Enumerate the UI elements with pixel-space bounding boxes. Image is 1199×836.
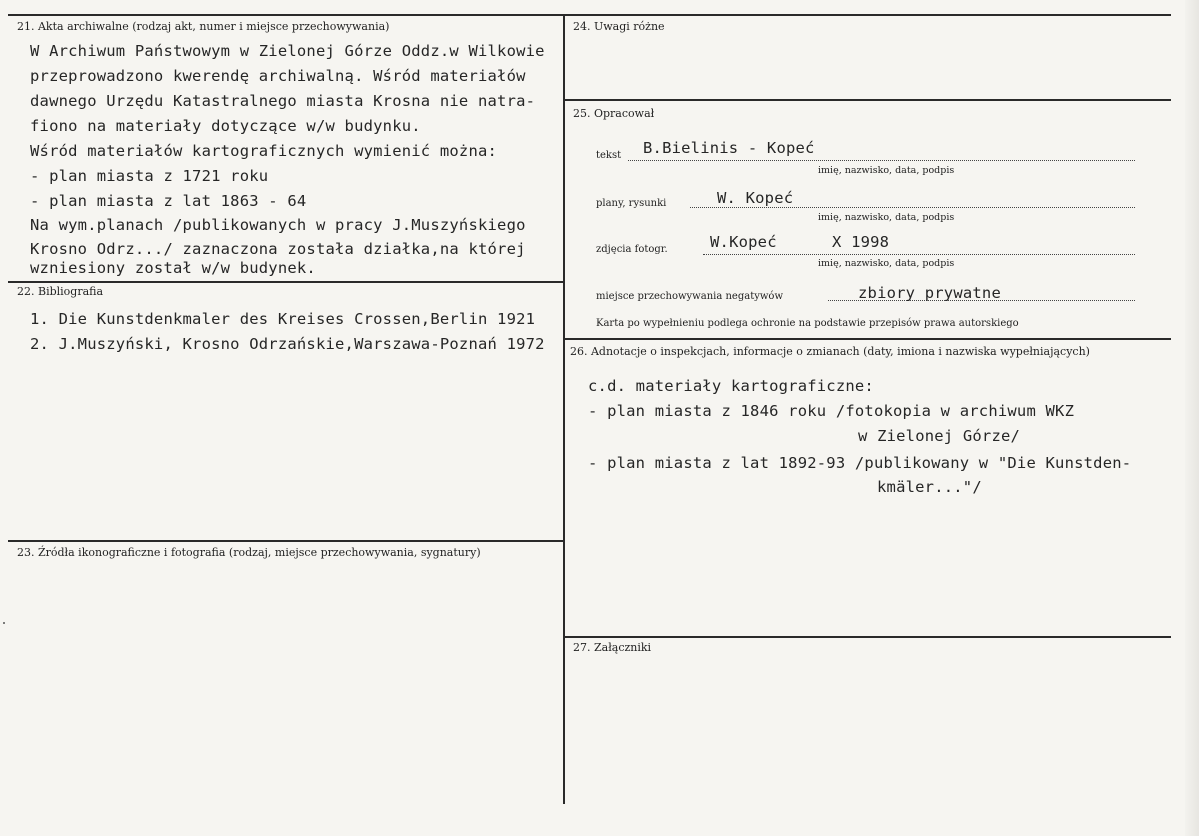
divider-26-27 xyxy=(563,636,1171,638)
section-21-line-2: przeprowadzono kwerendę archiwalną. Wśród materiałów xyxy=(30,67,526,85)
negatywy-value: zbiory prywatne xyxy=(858,284,1001,302)
divider-22-23 xyxy=(8,540,564,542)
zdjecia-caption: imię, nazwisko, data, podpis xyxy=(818,258,955,269)
annotation-line-2: - plan miasta z 1846 roku /fotokopia w archiwum WKZ xyxy=(588,402,1075,420)
section-26-label: 26. Adnotacje o inspekcjach, informacje o zmianach (daty, imiona i nazwiska wypełniających) xyxy=(570,345,1090,358)
bibliography-item-2: 2. J.Muszyński, Krosno Odrzańskie,Warszawa-Poznań 1972 xyxy=(30,335,545,353)
section-21-label: 21. Akta archiwalne (rodzaj akt, numer i miejsce przechowywania) xyxy=(17,20,390,33)
plany-line xyxy=(690,207,1135,208)
section-21-line-5: Wśród materiałów kartograficznych wymienić można: xyxy=(30,142,498,160)
section-27-label: 27. Załączniki xyxy=(573,641,652,654)
plany-value: W. Kopeć xyxy=(717,189,794,207)
section-21-line-6: - plan miasta z 1721 roku xyxy=(30,167,269,185)
zdjecia-date: X 1998 xyxy=(832,233,890,251)
section-21-line-1: W Archiwum Państwowym w Zielonej Górze Oddz.w Wilkowie xyxy=(30,42,545,60)
copyright-note: Karta po wypełnieniu podlega ochronie na podstawie przepisów prawa autorskiego xyxy=(596,318,1019,329)
section-23-label: 23. Źródła ikonograficzne i fotografia (rodzaj, miejsce przechowywania, sygnatury) xyxy=(17,546,481,559)
section-21-line-8: Na wym.planach /publikowanych w pracy J.Muszyńskiego xyxy=(30,216,526,234)
zdjecia-line xyxy=(703,254,1135,255)
annotation-line-4: - plan miasta z lat 1892-93 /publikowany w "Die Kunstden- xyxy=(588,454,1132,472)
zdjecia-label: zdjęcia fotogr. xyxy=(596,244,668,255)
annotation-line-3: w Zielonej Górze/ xyxy=(858,427,1021,445)
annotation-line-1: c.d. materiały kartograficzne: xyxy=(588,377,874,395)
section-21-line-3: dawnego Urzędu Katastralnego miasta Krosna nie natra- xyxy=(30,92,536,110)
section-25-label: 25. Opracował xyxy=(573,107,655,120)
annotation-line-5: kmäler..."/ xyxy=(877,478,982,496)
section-21-line-10: wzniesiony został w/w budynek. xyxy=(30,259,316,277)
divider-21-22 xyxy=(8,281,564,283)
center-divider xyxy=(563,14,565,804)
tekst-caption: imię, nazwisko, data, podpis xyxy=(818,165,955,176)
section-21-line-9: Krosno Odrz.../ zaznaczona została działka,na której xyxy=(30,240,526,258)
divider-25-26 xyxy=(563,338,1171,340)
section-21-line-7: - plan miasta z lat 1863 - 64 xyxy=(30,192,307,210)
section-24-label: 24. Uwagi różne xyxy=(573,20,665,33)
tekst-label: tekst xyxy=(596,150,622,161)
plany-label: plany, rysunki xyxy=(596,198,667,209)
section-21-line-4: fiono na materiały dotyczące w/w budynku. xyxy=(30,117,421,135)
tekst-value: B.Bielinis - Kopeć xyxy=(643,139,815,157)
zdjecia-value: W.Kopeć xyxy=(710,233,777,251)
paper-speck xyxy=(3,622,5,624)
top-border xyxy=(8,14,1171,16)
divider-24-25 xyxy=(563,99,1171,101)
section-22-label: 22. Bibliografia xyxy=(17,285,104,298)
negatywy-label: miejsce przechowywania negatywów xyxy=(596,291,783,302)
tekst-line xyxy=(628,160,1135,161)
plany-caption: imię, nazwisko, data, podpis xyxy=(818,212,955,223)
paper-edge xyxy=(1185,0,1199,836)
bibliography-item-1: 1. Die Kunstdenkmaler des Kreises Crossen,Berlin 1921 xyxy=(30,310,536,328)
